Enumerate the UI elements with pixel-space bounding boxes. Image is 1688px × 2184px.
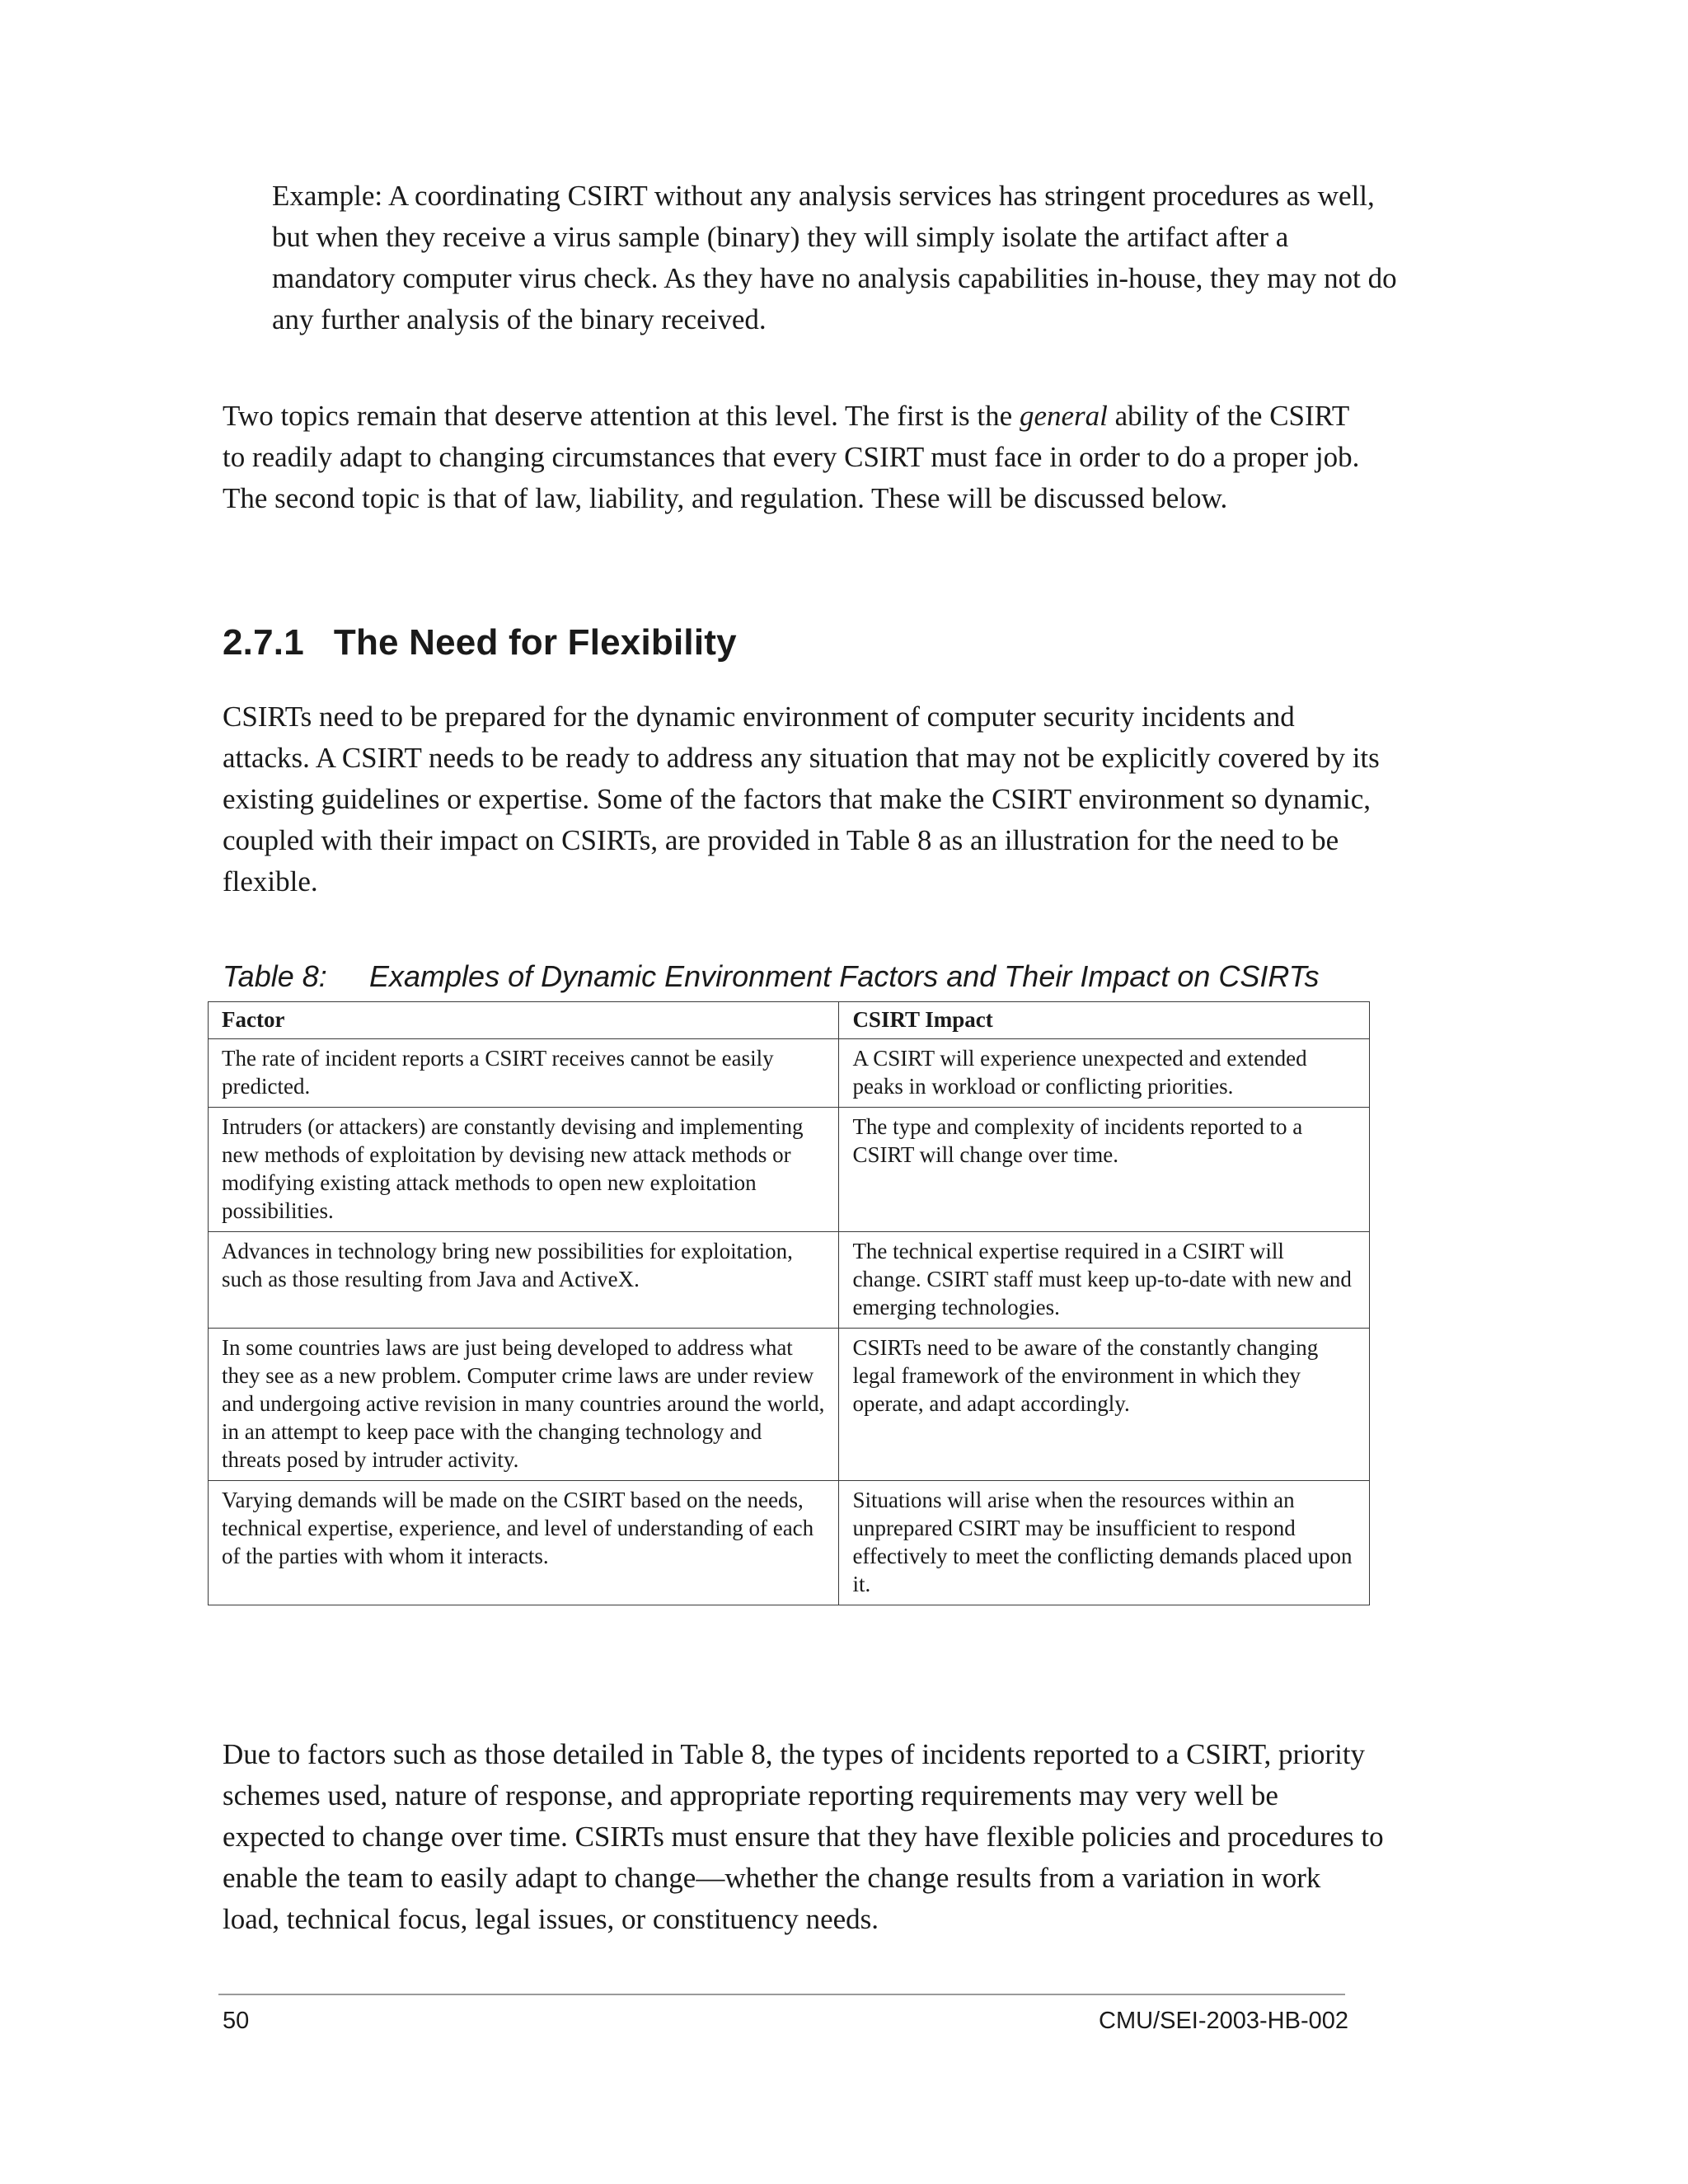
factor-cell: In some countries laws are just being developed to address what they see as a new problem. Computer crime laws are under review and undergoing active revision in many countries around the world, in an attempt to keep pace with the changing technology and threats posed by intruder activity.: [209, 1329, 839, 1481]
table-row: [209, 1039, 1370, 1108]
intro-paragraph: [223, 396, 1376, 519]
column-header-csirt-impact: CSIRT Impact: [839, 1002, 1370, 1039]
table-header-row: [209, 1002, 1370, 1039]
intro-text-end: ability of the CSIRT to readily adapt to changing circumstances that every CSIRT must face in order to do a proper job. The second topic is that of law, liability, and regulation. These will be discussed below.: [223, 400, 1360, 514]
table-caption-label: Table 8:: [223, 959, 327, 993]
impact-cell: Situations will arise when the resources within an unprepared CSIRT may be insufficient to respond effectively to meet the conflicting demands placed upon it.: [839, 1481, 1370, 1605]
table-row: [209, 1329, 1370, 1481]
footer-divider: [218, 1994, 1345, 1995]
section-title: The Need for Flexibility: [333, 622, 737, 663]
table-row: [209, 1108, 1370, 1232]
intro-text-start: Two topics remain that deserve attention at this level. The first is the: [223, 400, 1020, 432]
factor-cell: The rate of incident reports a CSIRT receives cannot be easily predicted.: [209, 1039, 839, 1108]
impact-cell: The technical expertise required in a CSIRT will change. CSIRT staff must keep up-to-date with new and emerging technologies.: [839, 1232, 1370, 1329]
section-number: 2.7.1: [223, 622, 304, 663]
page-number: 50: [223, 2008, 250, 2034]
factor-cell: Advances in technology bring new possibilities for exploitation, such as those resulting from Java and ActiveX.: [209, 1232, 839, 1329]
impact-cell: A CSIRT will experience unexpected and extended peaks in workload or conflicting priorities.: [839, 1039, 1370, 1108]
table-row: [209, 1232, 1370, 1329]
factor-cell: Varying demands will be made on the CSIRT based on the needs, technical expertise, experience, and level of understanding of each of the parties with whom it interacts.: [209, 1481, 839, 1605]
closing-paragraph: Due to factors such as those detailed in Table 8, the types of incidents reported to a CSIRT, priority schemes used, nature of response, and appropriate reporting requirements may very well be expected to change over time. CSIRTs must ensure that they have flexible policies and procedures to enable the team to easily adapt to change—whether the change results from a variation in work load, technical focus, legal issues, or constituency needs.: [223, 1738, 1384, 1935]
table-row: [209, 1481, 1370, 1605]
factor-cell: Intruders (or attackers) are constantly devising and implementing new methods of exploitation by devising new attack methods or modifying existing attack methods to open new exploitation possibilities.: [209, 1108, 839, 1232]
factors-impact-table: [208, 1001, 1370, 1605]
example-paragraph: Example: A coordinating CSIRT without any analysis services has stringent procedures as well, but when they receive a virus sample (binary) they will simply isolate the artifact after a mandatory computer virus check. As they have no analysis capabilities in-house, they may not do any further analysis of the binary received.: [272, 180, 1397, 335]
table-caption: [223, 956, 1319, 997]
document-id: CMU/SEI-2003-HB-002: [1099, 2008, 1348, 2034]
section-heading: [223, 618, 737, 668]
impact-cell: CSIRTs need to be aware of the constantly changing legal framework of the environment in which they operate, and adapt accordingly.: [839, 1329, 1370, 1481]
section-body-paragraph: CSIRTs need to be prepared for the dynamic environment of computer security incidents and attacks. A CSIRT needs to be ready to address any situation that may not be explicitly covered by its existing guidelines or expertise. Some of the factors that make the CSIRT environment so dynamic, coupled with their impact on CSIRTs, are provided in Table 8 as an illustration for the need to be flexible.: [223, 701, 1380, 898]
table-caption-title: Examples of Dynamic Environment Factors and Their Impact on CSIRTs: [369, 959, 1320, 993]
intro-emphasis: general: [1019, 400, 1108, 432]
column-header-factor: Factor: [209, 1002, 839, 1039]
impact-cell: The type and complexity of incidents reported to a CSIRT will change over time.: [839, 1108, 1370, 1232]
